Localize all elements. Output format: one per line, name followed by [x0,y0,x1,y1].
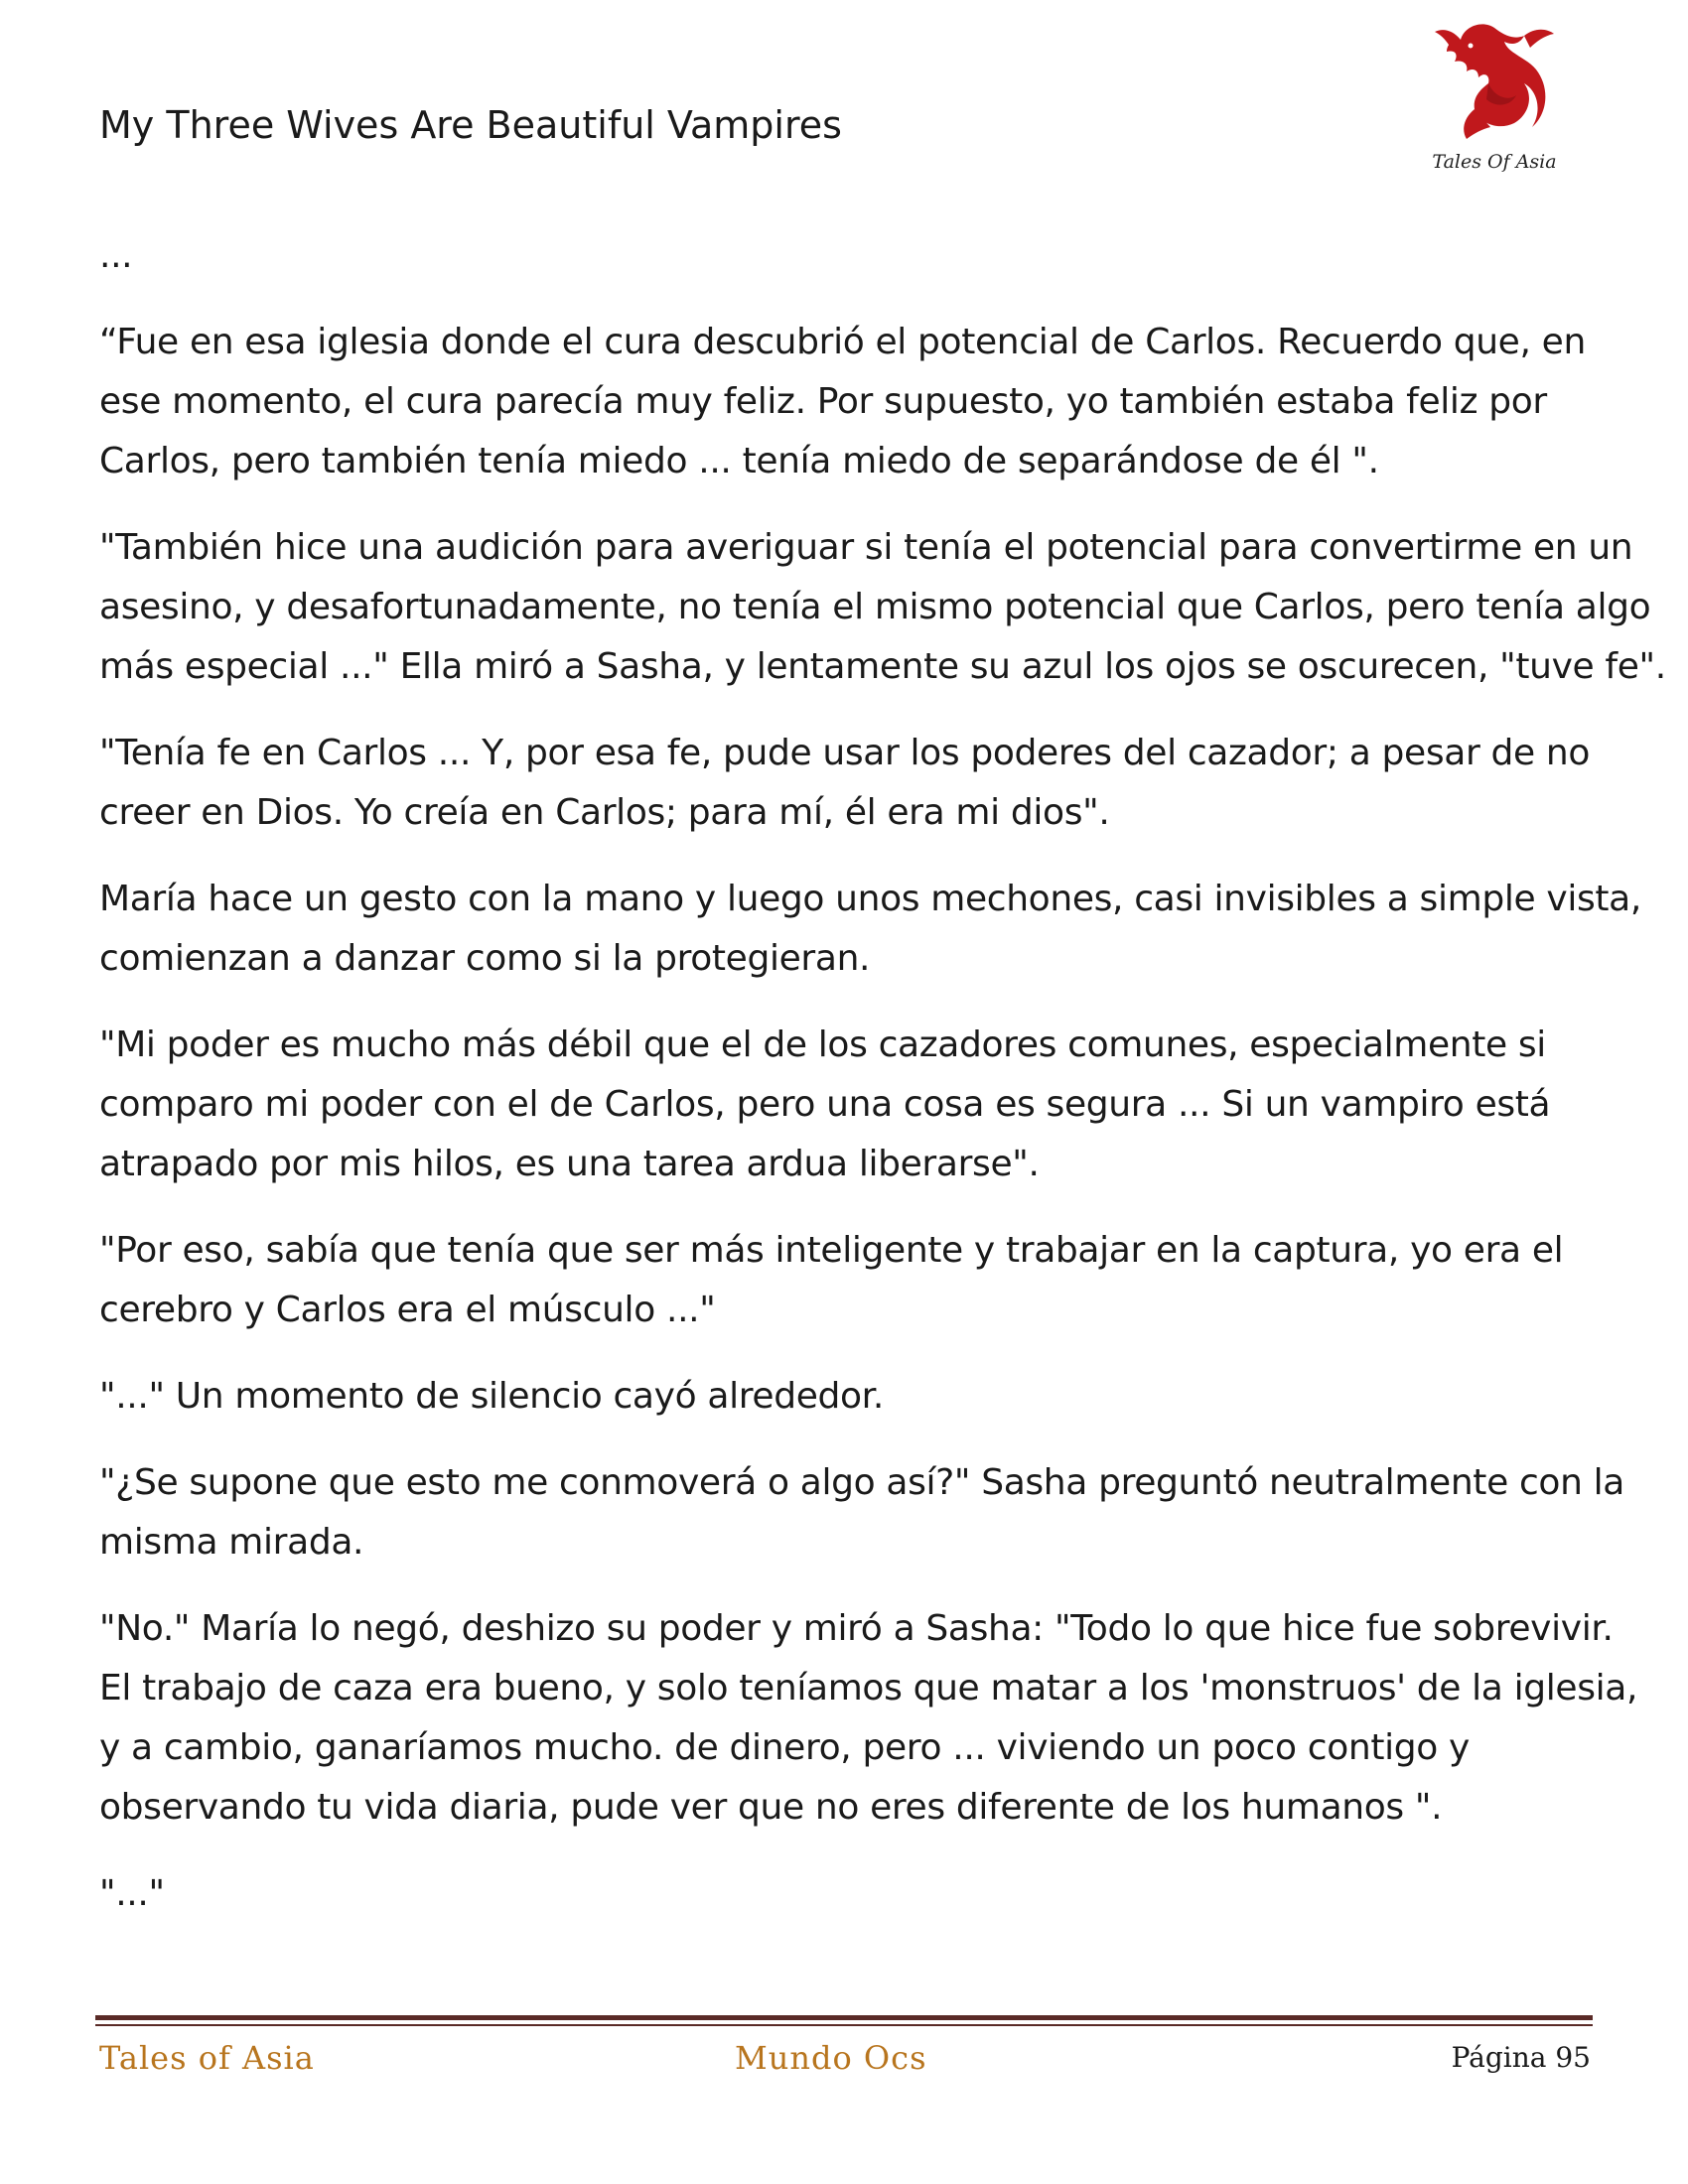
page-body [99,226,1666,1951]
paragraph: "..." [99,1873,165,1914]
opening-ellipsis: ... [99,235,133,276]
paragraph: "Tenía fe en Carlos ... Y, por esa fe, pude usar los poderes del cazador; a pesar de no creer en Dios. Yo creía en Carlos; para mí, él era mi dios". [99,733,1591,833]
publisher-logo [1425,18,1564,182]
paragraph: "¿Se supone que esto me conmoverá o algo así?" Sasha preguntó neutralmente con la misma mirada. [99,1462,1624,1563]
red-dragon-icon [1425,18,1564,152]
paragraph: "No." María lo negó, deshizo su poder y miró a Sasha: "Todo lo que hice fue sobrevivir. El trabajo de caza era bueno, y solo teníamos que matar a los 'monstruos' de la iglesia, y a cambio, ganaríamos mucho. de dinero, pero ... viviendo un poco contigo y observando tu vida diaria, pude ver que no eres diferente de los humanos ". [99,1608,1638,1828]
footer-rule-thin [95,2024,1593,2026]
page-number: Página 95 [1451,2041,1591,2074]
paragraph: "Mi poder es mucho más débil que el de los cazadores comunes, especialmente si comparo mi poder con el de Carlos, pero una cosa es segura ... Si un vampiro está atrapado por mis hilos, es una tarea ardua liberarse". [99,1024,1551,1184]
paragraph: "..." Un momento de silencio cayó alrededor. [99,1376,884,1417]
logo-wordmark: Tales Of Asia [1432,151,1557,173]
paragraph: "También hice una audición para averiguar si tenía el potencial para convertirme en un asesino, y desafortunadamente, no tenía el mismo potencial que Carlos, pero tenía algo más especial ..." Ella miró a Sasha, y lentamente su azul los ojos se oscurecen, "tuve fe". [99,527,1666,687]
document-title: My Three Wives Are Beautiful Vampires [99,103,842,147]
paragraph: María hace un gesto con la mano y luego unos mechones, casi invisibles a simple vista, comienzan a danzar como si la protegieran. [99,879,1641,979]
footer-translator: Mundo Ocs [735,2039,927,2077]
paragraph: “Fue en esa iglesia donde el cura descubrió el potencial de Carlos. Recuerdo que, en ese momento, el cura parecía muy feliz. Por supuesto, yo también estaba feliz por Carlos, pero también tenía miedo ... tenía miedo de separándose de él ". [99,322,1586,481]
footer-rule [95,2015,1593,2020]
paragraph: "Por eso, sabía que tenía que ser más inteligente y trabajar en la captura, yo era el cerebro y Carlos era el músculo ..." [99,1230,1564,1330]
footer-publisher: Tales of Asia [99,2039,315,2077]
